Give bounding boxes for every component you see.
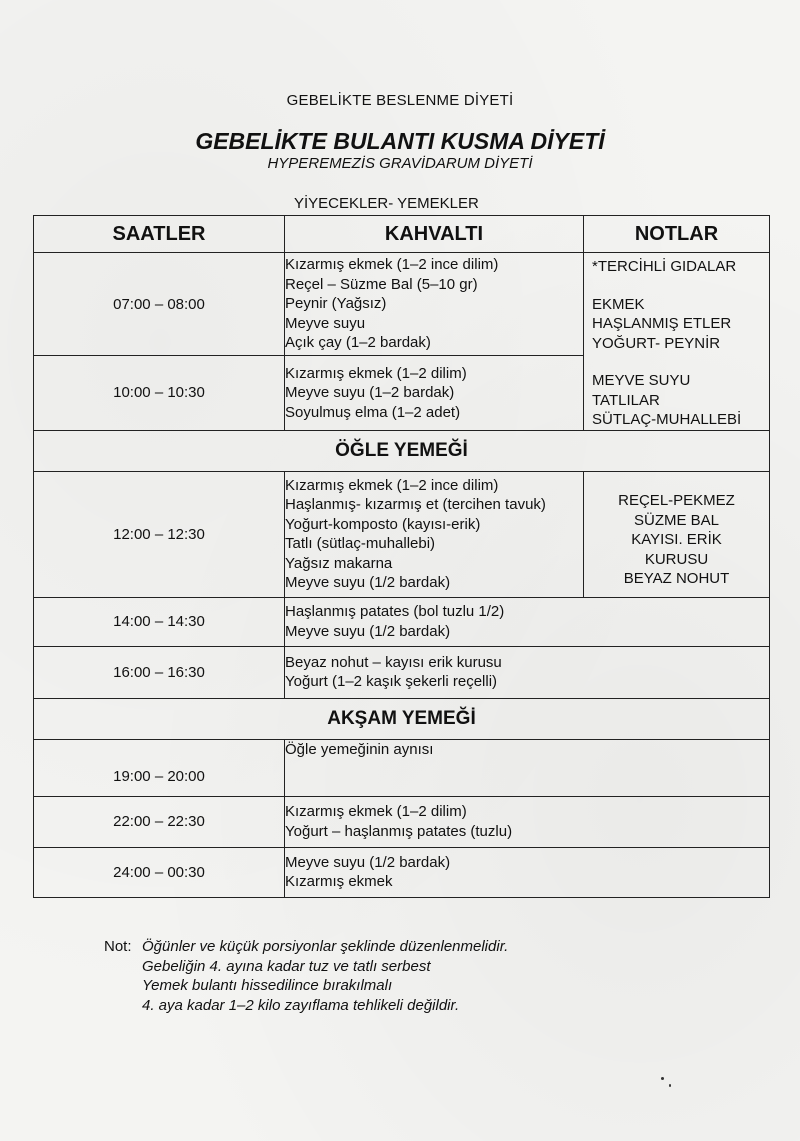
- time-cell: 22:00 – 22:30: [34, 796, 285, 847]
- food-item: Haşlanmış patates (bol tuzlu 1/2): [285, 603, 505, 620]
- table-row: [34, 597, 770, 646]
- col-header-times: SAATLER: [34, 216, 285, 253]
- table-row: [34, 796, 770, 847]
- food-item: Meyve suyu (1–2 bardak): [285, 384, 455, 402]
- note-line: REÇEL-PEKMEZ: [618, 492, 735, 510]
- lunch-heading: ÖĞLE YEMEĞİ: [34, 430, 770, 471]
- paper-speck: [661, 1077, 664, 1080]
- note-line: SÜZME BAL: [633, 511, 720, 529]
- lunch-notes-cell: [584, 471, 770, 597]
- table-row: [34, 646, 770, 698]
- time-cell: 19:00 – 20:00: [34, 739, 285, 796]
- col-header-breakfast: KAHVALTI: [285, 216, 584, 253]
- note-line: *TERCİHLİ GIDALAR: [592, 258, 737, 275]
- foods-cell: [285, 739, 770, 796]
- food-item: Kızarmış ekmek: [285, 873, 393, 890]
- time-cell: 16:00 – 16:30: [34, 646, 285, 698]
- note-line: MEYVE SUYU: [592, 372, 691, 389]
- food-item: Tatlı (sütlaç-muhallebi): [285, 535, 436, 552]
- document-sub-title: HYPEREMEZİS GRAVİDARUM DİYETİ: [267, 155, 533, 172]
- time-cell: 12:00 – 12:30: [34, 471, 285, 597]
- footnote-line: Öğünler ve küçük porsiyonlar şeklinde düzenlenmelidir.: [142, 938, 509, 955]
- food-item: Meyve suyu: [285, 314, 366, 332]
- table-header-row: [34, 216, 770, 253]
- food-item: Kızarmış ekmek (1–2 ince dilim): [285, 476, 499, 494]
- food-item: Soyulmuş elma (1–2 adet): [285, 403, 461, 421]
- footnote-line: 4. aya kadar 1–2 kilo zayıflama tehlikeli değildir.: [142, 996, 460, 1014]
- food-item: Meyve suyu (1/2 bardak): [285, 574, 451, 591]
- food-item: Beyaz nohut – kayısı erik kurusu: [285, 653, 502, 671]
- foods-cell: [285, 597, 770, 646]
- meal-heading-row: [34, 430, 770, 471]
- footnote-label: Not:: [104, 938, 132, 955]
- note-line: KURUSU: [644, 550, 709, 568]
- note-line: YOĞURT- PEYNİR: [592, 334, 721, 352]
- breakfast-notes-cell: [584, 253, 770, 431]
- time-cell: 24:00 – 00:30: [34, 847, 285, 897]
- section-label: YİYECEKLER- YEMEKLER: [294, 195, 479, 212]
- time-cell: 10:00 – 10:30: [34, 356, 285, 430]
- foods-cell: [285, 796, 770, 847]
- paper-speck: [669, 1084, 671, 1087]
- diet-table: [33, 215, 770, 898]
- document-top-title: GEBELİKTE BESLENME DİYETİ: [286, 92, 514, 109]
- table-row: [34, 847, 770, 897]
- time-cell: 14:00 – 14:30: [34, 597, 285, 646]
- food-item: Yağsız makarna: [285, 554, 393, 572]
- food-item: Yoğurt (1–2 kaşık şekerli reçelli): [285, 673, 498, 690]
- food-item: Reçel – Süzme Bal (5–10 gr): [285, 275, 478, 293]
- note-line: SÜTLAÇ-MUHALLEBİ: [592, 411, 742, 428]
- food-item: Kızarmış ekmek (1–2 dilim): [285, 803, 467, 820]
- food-item: Peynir (Yağsız): [285, 295, 387, 313]
- food-item: Öğle yemeğinin aynısı: [285, 740, 434, 758]
- note-line: EKMEK: [592, 295, 645, 313]
- note-line: KAYISI. ERİK: [631, 531, 722, 549]
- note-line: TATLILAR: [592, 391, 660, 409]
- dinner-heading: AKŞAM YEMEĞİ: [34, 698, 770, 739]
- food-item: Kızarmış ekmek (1–2 dilim): [285, 364, 467, 382]
- time-cell: 07:00 – 08:00: [34, 253, 285, 356]
- food-item: Açık çay (1–2 bardak): [285, 334, 431, 352]
- foods-cell: [285, 356, 584, 430]
- table-row: [34, 739, 770, 796]
- foods-cell: [285, 253, 584, 356]
- table-row: [34, 253, 770, 356]
- food-item: Yoğurt – haşlanmış patates (tuzlu): [285, 822, 513, 840]
- food-item: Meyve suyu (1/2 bardak): [285, 622, 451, 640]
- note-line: BEYAZ NOHUT: [623, 570, 730, 588]
- table-row: [34, 471, 770, 597]
- document-main-title: GEBELİKTE BULANTI KUSMA DİYETİ: [195, 128, 605, 154]
- meal-heading-row: [34, 698, 770, 739]
- foods-cell: [285, 471, 584, 597]
- food-item: Kızarmış ekmek (1–2 ince dilim): [285, 256, 499, 274]
- food-item: Meyve suyu (1/2 bardak): [285, 853, 451, 871]
- food-item: Haşlanmış- kızarmış et (tercihen tavuk): [285, 496, 546, 513]
- footnote-line: Gebeliğin 4. ayına kadar tuz ve tatlı serbest: [142, 957, 431, 975]
- note-line: HAŞLANMIŞ ETLER: [592, 315, 732, 332]
- footnote-line: Yemek bulantı hissedilince bırakılmalı: [142, 977, 393, 994]
- food-item: Yoğurt-komposto (kayısı-erik): [285, 515, 481, 533]
- foods-cell: [285, 847, 770, 897]
- col-header-notes: NOTLAR: [584, 216, 770, 253]
- foods-cell: [285, 646, 770, 698]
